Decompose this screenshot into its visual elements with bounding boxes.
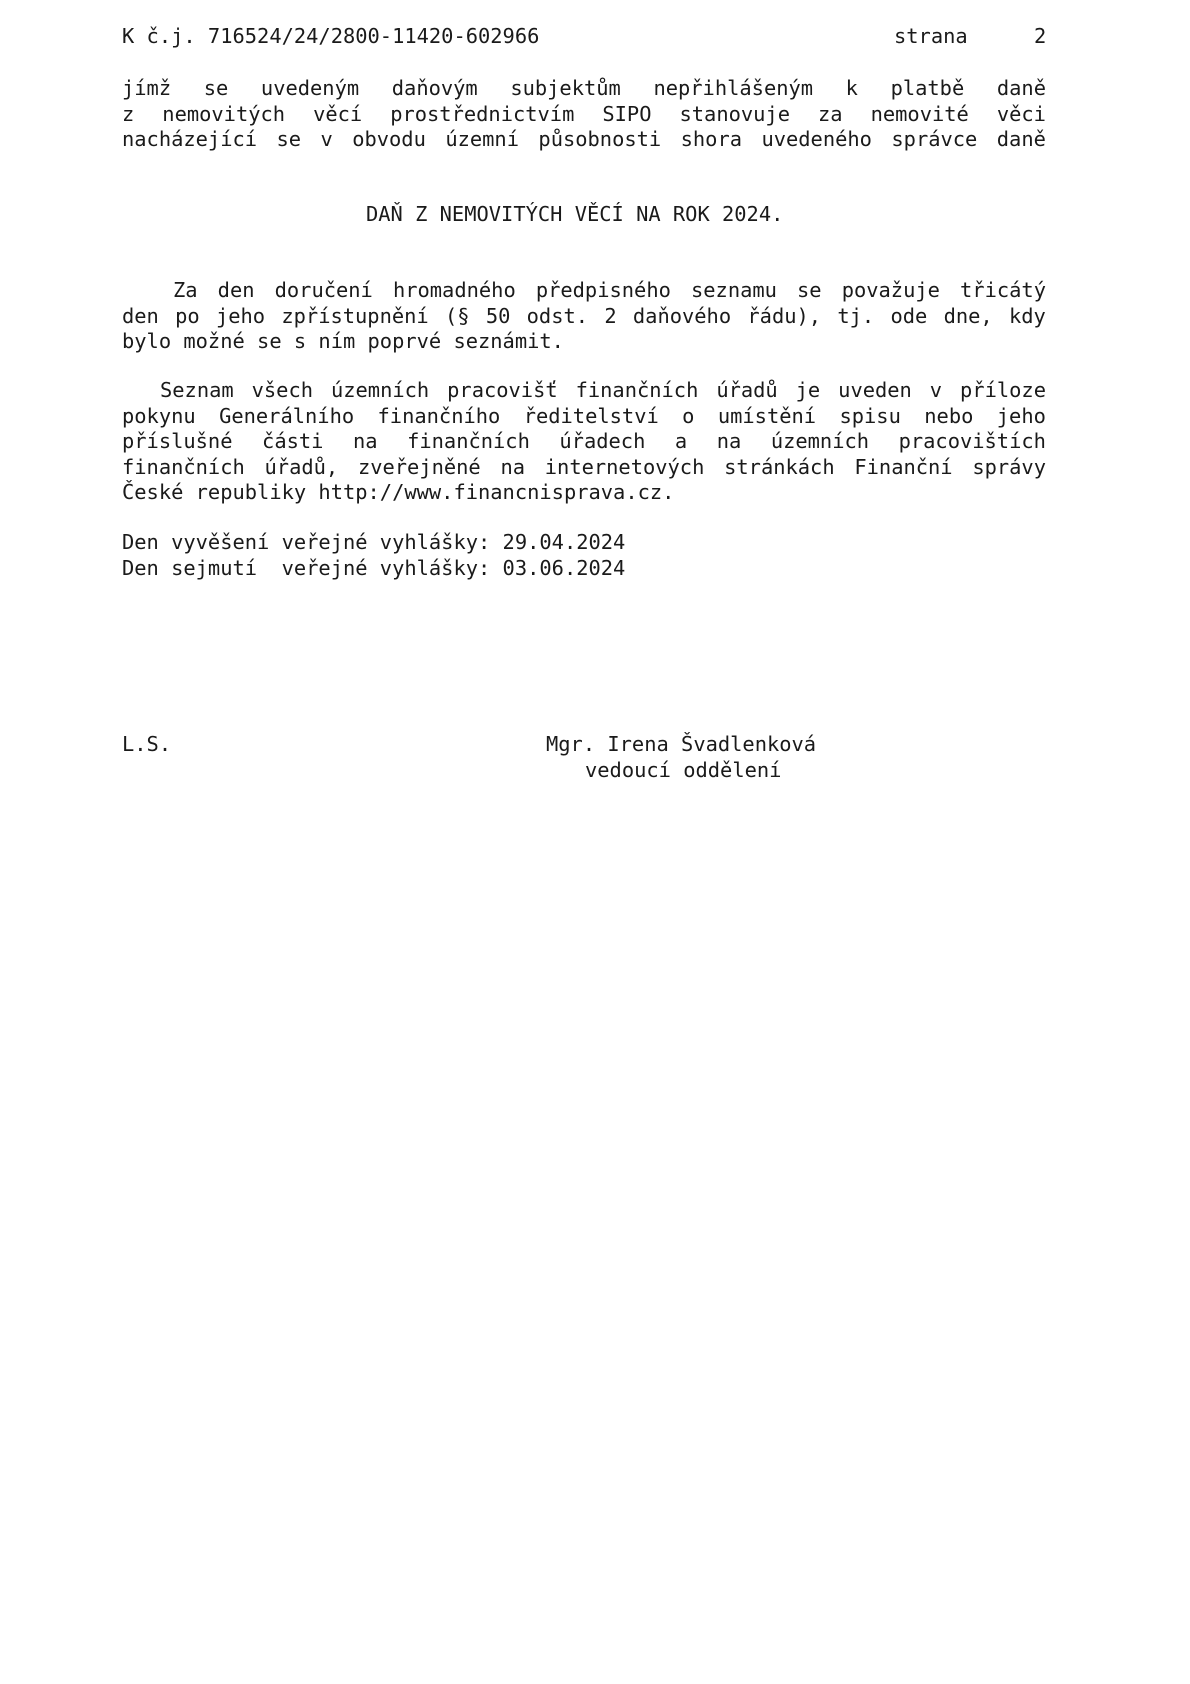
word: uvedeného [761, 127, 872, 151]
word: úřadech [559, 429, 646, 453]
word: den [217, 278, 255, 302]
word: úřadů [716, 378, 778, 402]
word: finančního [377, 403, 501, 428]
word: platbě [890, 76, 965, 100]
word: po [175, 303, 200, 328]
word: a [674, 429, 688, 453]
signatory-name: Mgr. Irena Švadlenková [546, 732, 817, 756]
posted-date: Den vyvěšení veřejné vyhlášky: 29.04.2024 [122, 530, 626, 554]
word: územní [445, 127, 519, 151]
word: finančních [575, 378, 699, 402]
paragraph-2-line [122, 455, 1046, 481]
word: ředitelství [523, 403, 659, 428]
word: územních [330, 378, 430, 402]
intro-line [122, 76, 1046, 102]
word: finančních [407, 429, 530, 453]
word: daňovým [391, 76, 478, 100]
word: se [203, 76, 229, 100]
word: (§ [444, 303, 470, 328]
word: obvodu [352, 127, 426, 151]
word: seznamu [690, 278, 777, 302]
word: všech [251, 378, 314, 402]
word: nebo [924, 403, 974, 428]
word: spisu [839, 403, 901, 428]
word: umístění [717, 403, 817, 428]
word: třicátý [960, 278, 1046, 302]
paragraph-2-line [160, 378, 1046, 404]
paragraph-2-line [122, 429, 1046, 455]
word: se [276, 127, 302, 151]
word: odst. [526, 303, 589, 328]
word: doručení [274, 278, 373, 302]
word: daně [996, 76, 1046, 100]
word: kdy [1008, 303, 1046, 328]
word: na [352, 429, 378, 453]
document-reference: K č.j. 716524/24/2800-11420-602966 [122, 24, 540, 48]
word: zveřejněné [357, 454, 481, 479]
word: části [262, 429, 324, 453]
page-number: 2 [1034, 24, 1047, 48]
word: 2 [604, 303, 617, 328]
word: ode [890, 303, 928, 328]
paragraph-1-line [122, 304, 1046, 330]
word: úřadů, [264, 454, 339, 479]
word: jeho [215, 303, 266, 328]
word: k [845, 76, 858, 100]
word: Generálního [219, 403, 355, 428]
word: stránkách [724, 454, 835, 479]
word: pracovištích [898, 429, 1046, 453]
seal-mark: L.S. [122, 732, 172, 756]
word: dne, [943, 303, 993, 328]
word: předpisného [535, 278, 671, 302]
removed-date: Den sejmutí veřejné vyhlášky: 03.06.2024 [122, 555, 626, 580]
paragraph-1-line [173, 278, 1046, 304]
word: finančních [122, 454, 245, 479]
word: shora [680, 127, 743, 151]
word: za [818, 101, 843, 126]
word: na [500, 454, 526, 479]
word: Seznam [160, 378, 234, 402]
document-heading: DAŇ Z NEMOVITÝCH VĚCÍ NA ROK 2024. [366, 202, 784, 226]
word: subjektům [510, 76, 621, 100]
word: 50 [485, 303, 511, 328]
intro-line [122, 102, 1046, 128]
word: nacházející [122, 127, 258, 151]
word: nemovité [870, 101, 969, 126]
word: zpřístupnění [281, 303, 429, 328]
word: Finanční [854, 454, 953, 479]
paragraph-2-line [122, 404, 1046, 430]
word: je [795, 378, 821, 402]
word: působnosti [538, 127, 662, 151]
word: považuje [841, 278, 940, 302]
word: příslušné [122, 429, 233, 453]
word: se [797, 278, 822, 302]
word: den [122, 303, 159, 328]
word: internetových [544, 454, 705, 479]
word: jímž [122, 76, 172, 100]
word: o [682, 403, 695, 428]
word: jeho [996, 403, 1046, 428]
word: daně [996, 127, 1046, 151]
word: pracovišť [447, 378, 558, 402]
word: územních [770, 429, 870, 453]
word: Za [173, 278, 198, 302]
intro-line [122, 127, 1046, 153]
word: v [320, 127, 333, 151]
word: prostřednictvím [390, 101, 575, 126]
word: nepřihlášeným [653, 76, 814, 100]
word: hromadného [392, 278, 516, 302]
page-label: strana [894, 24, 968, 48]
word: příloze [960, 378, 1046, 402]
word: SIPO [602, 101, 652, 126]
word: věci [996, 101, 1046, 126]
word: stanovuje [679, 101, 790, 126]
word: z [122, 101, 135, 126]
word: tj. [837, 303, 875, 328]
signatory-title: vedoucí oddělení [585, 757, 782, 782]
word: uveden [838, 378, 912, 402]
word: v [929, 378, 943, 402]
word: řádu), [747, 303, 822, 328]
word: správce [891, 127, 978, 151]
word: věcí [313, 101, 363, 126]
word: na [716, 429, 742, 453]
word: správy [972, 454, 1046, 479]
paragraph-1-line: bylo možné se s ním poprvé seznámit. [122, 329, 564, 353]
word: nemovitých [162, 101, 286, 126]
word: daňového [632, 303, 732, 328]
paragraph-2-line: České republiky http://www.financnisprava.cz. [122, 480, 675, 504]
word: pokynu [122, 403, 196, 428]
word: uvedeným [260, 76, 360, 100]
